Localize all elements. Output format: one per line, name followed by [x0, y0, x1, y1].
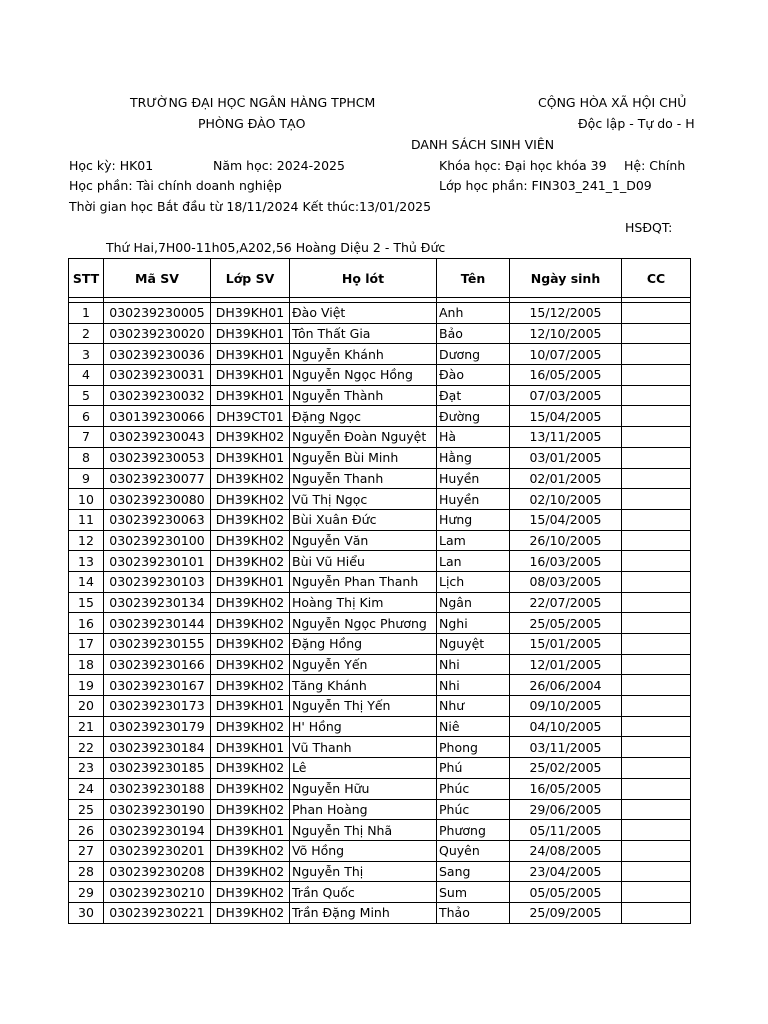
cell-cc: [622, 778, 691, 799]
column-header-class: Lớp SV: [211, 259, 290, 298]
cell-birthdate: 15/12/2005: [510, 303, 622, 324]
cell-first-name: Huyền: [437, 468, 510, 489]
cell-cc: [622, 716, 691, 737]
cell-middle-name: Hoàng Thị Kim: [290, 592, 437, 613]
cell-middle-name: Nguyễn Hữu: [290, 778, 437, 799]
column-header-first-name: Tên: [437, 259, 510, 298]
cell-class: DH39KH01: [211, 303, 290, 324]
cell-student-id: 030239230190: [104, 799, 211, 820]
cell-student-id: 030239230043: [104, 427, 211, 448]
cell-student-id: 030239230208: [104, 861, 211, 882]
table-row: [69, 303, 691, 324]
cell-class: DH39KH01: [211, 571, 290, 592]
cell-class: DH39KH01: [211, 344, 290, 365]
cell-cc: [622, 489, 691, 510]
cell-class: DH39KH02: [211, 716, 290, 737]
cell-birthdate: 12/10/2005: [510, 323, 622, 344]
cell-student-id: 030239230020: [104, 323, 211, 344]
table-row: [69, 861, 691, 882]
cell-cc: [622, 551, 691, 572]
cell-stt: 8: [69, 447, 104, 468]
cell-stt: 12: [69, 530, 104, 551]
cell-student-id: 030239230201: [104, 840, 211, 861]
cell-middle-name: Nguyễn Thị Yến: [290, 696, 437, 717]
column-header-birthdate: Ngày sinh: [510, 259, 622, 298]
subject-label: Học phần: Tài chính doanh nghiệp: [69, 178, 282, 193]
cell-class: DH39KH02: [211, 840, 290, 861]
study-period-label: Thời gian học Bắt đầu từ 18/11/2024 Kết thúc:13/01/2025: [69, 199, 432, 214]
cell-class: DH39KH02: [211, 592, 290, 613]
table-row: [69, 571, 691, 592]
cell-middle-name: Nguyễn Văn: [290, 530, 437, 551]
cell-birthdate: 16/05/2005: [510, 778, 622, 799]
cell-middle-name: Tôn Thất Gia: [290, 323, 437, 344]
cell-class: DH39KH02: [211, 902, 290, 923]
cell-class: DH39KH01: [211, 737, 290, 758]
cell-birthdate: 22/07/2005: [510, 592, 622, 613]
cell-student-id: 030239230103: [104, 571, 211, 592]
cell-birthdate: 24/08/2005: [510, 840, 622, 861]
cell-first-name: Phúc: [437, 799, 510, 820]
cell-stt: 3: [69, 344, 104, 365]
cell-middle-name: Đào Việt: [290, 303, 437, 324]
cell-middle-name: Bùi Xuân Đức: [290, 509, 437, 530]
cell-first-name: Hà: [437, 427, 510, 448]
cell-class: DH39KH01: [211, 365, 290, 386]
cell-first-name: Lịch: [437, 571, 510, 592]
column-header-student-id: Mã SV: [104, 259, 211, 298]
cell-stt: 23: [69, 758, 104, 779]
table-row: [69, 820, 691, 841]
cell-class: DH39KH02: [211, 882, 290, 903]
cell-class: DH39KH02: [211, 468, 290, 489]
column-header-middle-name: Họ lót: [290, 259, 437, 298]
cell-birthdate: 04/10/2005: [510, 716, 622, 737]
cell-middle-name: H' Hồng: [290, 716, 437, 737]
cell-middle-name: Trần Đặng Minh: [290, 902, 437, 923]
cell-stt: 21: [69, 716, 104, 737]
table-row: [69, 696, 691, 717]
cell-stt: 1: [69, 303, 104, 324]
cell-middle-name: Vũ Thị Ngọc: [290, 489, 437, 510]
table-row: [69, 509, 691, 530]
cell-middle-name: Nguyễn Đoàn Nguyệt: [290, 427, 437, 448]
cell-cc: [622, 840, 691, 861]
cell-class: DH39KH02: [211, 861, 290, 882]
cell-stt: 14: [69, 571, 104, 592]
cell-middle-name: Nguyễn Thanh: [290, 468, 437, 489]
cell-first-name: Nhi: [437, 654, 510, 675]
cell-middle-name: Bùi Vũ Hiểu: [290, 551, 437, 572]
school-year-label: Năm học: 2024-2025: [213, 158, 345, 173]
cell-stt: 26: [69, 820, 104, 841]
cell-first-name: Phong: [437, 737, 510, 758]
cell-stt: 19: [69, 675, 104, 696]
table-row: [69, 716, 691, 737]
cell-first-name: Nguyệt: [437, 634, 510, 655]
cell-student-id: 030239230031: [104, 365, 211, 386]
cell-stt: 5: [69, 385, 104, 406]
cell-birthdate: 15/04/2005: [510, 509, 622, 530]
cell-first-name: Sang: [437, 861, 510, 882]
document-title: DANH SÁCH SINH VIÊN: [411, 137, 555, 152]
cell-middle-name: Võ Hồng: [290, 840, 437, 861]
table-row: [69, 427, 691, 448]
cell-cc: [622, 882, 691, 903]
cell-cc: [622, 861, 691, 882]
table-row: [69, 323, 691, 344]
table-row: [69, 840, 691, 861]
cell-middle-name: Trần Quốc: [290, 882, 437, 903]
cell-birthdate: 25/02/2005: [510, 758, 622, 779]
cell-student-id: 030239230167: [104, 675, 211, 696]
table-row: [69, 799, 691, 820]
cell-student-id: 030239230210: [104, 882, 211, 903]
cell-middle-name: Nguyễn Bùi Minh: [290, 447, 437, 468]
cell-cc: [622, 530, 691, 551]
table-row: [69, 551, 691, 572]
cell-cc: [622, 820, 691, 841]
cell-student-id: 030139230066: [104, 406, 211, 427]
cell-birthdate: 15/04/2005: [510, 406, 622, 427]
cell-stt: 6: [69, 406, 104, 427]
cell-student-id: 030239230101: [104, 551, 211, 572]
cell-student-id: 030239230179: [104, 716, 211, 737]
table-header-row: [69, 259, 691, 298]
cell-student-id: 030239230188: [104, 778, 211, 799]
cell-class: DH39KH01: [211, 696, 290, 717]
cell-middle-name: Nguyễn Ngọc Hồng: [290, 365, 437, 386]
cell-student-id: 030239230053: [104, 447, 211, 468]
cell-stt: 10: [69, 489, 104, 510]
cell-birthdate: 05/11/2005: [510, 820, 622, 841]
cell-birthdate: 15/01/2005: [510, 634, 622, 655]
cell-cc: [622, 799, 691, 820]
cell-middle-name: Nguyễn Thị Nhã: [290, 820, 437, 841]
cell-middle-name: Đặng Hồng: [290, 634, 437, 655]
cell-cc: [622, 758, 691, 779]
cell-first-name: Thảo: [437, 902, 510, 923]
cell-first-name: Anh: [437, 303, 510, 324]
cell-first-name: Hằng: [437, 447, 510, 468]
cell-student-id: 030239230173: [104, 696, 211, 717]
table-row: [69, 778, 691, 799]
department-name: PHÒNG ĐÀO TẠO: [198, 116, 306, 131]
cell-stt: 11: [69, 509, 104, 530]
cell-cc: [622, 427, 691, 448]
cell-cc: [622, 592, 691, 613]
table-row: [69, 344, 691, 365]
cell-first-name: Ngân: [437, 592, 510, 613]
cell-birthdate: 26/06/2004: [510, 675, 622, 696]
cell-stt: 18: [69, 654, 104, 675]
cell-class: DH39CT01: [211, 406, 290, 427]
column-header-stt: STT: [69, 259, 104, 298]
cell-class: DH39KH02: [211, 799, 290, 820]
cell-cc: [622, 344, 691, 365]
cell-student-id: 030239230080: [104, 489, 211, 510]
cell-middle-name: Lê: [290, 758, 437, 779]
table-row: [69, 675, 691, 696]
cell-cc: [622, 696, 691, 717]
cell-birthdate: 13/11/2005: [510, 427, 622, 448]
cell-birthdate: 02/01/2005: [510, 468, 622, 489]
cell-student-id: 030239230184: [104, 737, 211, 758]
cell-class: DH39KH02: [211, 509, 290, 530]
cell-birthdate: 25/05/2005: [510, 613, 622, 634]
table-row: [69, 654, 691, 675]
cell-first-name: Niê: [437, 716, 510, 737]
cell-cc: [622, 303, 691, 324]
cell-class: DH39KH02: [211, 654, 290, 675]
cell-birthdate: 12/01/2005: [510, 654, 622, 675]
schedule-label: Thứ Hai,7H00-11h05,A202,56 Hoàng Diệu 2 - Thủ Đức: [106, 240, 446, 255]
cell-class: DH39KH02: [211, 613, 290, 634]
cell-first-name: Sum: [437, 882, 510, 903]
cell-middle-name: Nguyễn Yến: [290, 654, 437, 675]
table-row: [69, 365, 691, 386]
cell-first-name: Như: [437, 696, 510, 717]
cell-middle-name: Nguyễn Thành: [290, 385, 437, 406]
cell-stt: 9: [69, 468, 104, 489]
cell-middle-name: Nguyễn Thị: [290, 861, 437, 882]
cell-first-name: Hưng: [437, 509, 510, 530]
cell-stt: 28: [69, 861, 104, 882]
table-row: [69, 758, 691, 779]
cell-cc: [622, 323, 691, 344]
table-row: [69, 613, 691, 634]
cell-first-name: Đào: [437, 365, 510, 386]
cell-stt: 7: [69, 427, 104, 448]
cell-stt: 30: [69, 902, 104, 923]
cell-cc: [622, 613, 691, 634]
cell-class: DH39KH01: [211, 447, 290, 468]
cell-stt: 20: [69, 696, 104, 717]
cell-middle-name: Nguyễn Phan Thanh: [290, 571, 437, 592]
cell-cc: [622, 634, 691, 655]
cell-class: DH39KH01: [211, 385, 290, 406]
national-motto: Độc lập - Tự do - H: [578, 116, 695, 131]
cell-student-id: 030239230134: [104, 592, 211, 613]
cell-student-id: 030239230036: [104, 344, 211, 365]
cell-cc: [622, 447, 691, 468]
cell-cc: [622, 365, 691, 386]
cell-first-name: Huyền: [437, 489, 510, 510]
cell-first-name: Đường: [437, 406, 510, 427]
cell-stt: 13: [69, 551, 104, 572]
cell-cc: [622, 385, 691, 406]
table-row: [69, 385, 691, 406]
cell-class: DH39KH02: [211, 778, 290, 799]
student-roster-table: [68, 258, 691, 924]
cell-birthdate: 23/04/2005: [510, 861, 622, 882]
cell-first-name: Phương: [437, 820, 510, 841]
cell-student-id: 030239230155: [104, 634, 211, 655]
cell-first-name: Lan: [437, 551, 510, 572]
cell-cc: [622, 468, 691, 489]
hsdqt-label: HSĐQT:: [625, 220, 673, 235]
cell-cc: [622, 571, 691, 592]
cell-middle-name: Nguyễn Khánh: [290, 344, 437, 365]
table-row: [69, 468, 691, 489]
column-header-cc: CC: [622, 259, 691, 298]
cell-cc: [622, 654, 691, 675]
cell-student-id: 030239230005: [104, 303, 211, 324]
cell-class: DH39KH02: [211, 489, 290, 510]
cell-first-name: Nghi: [437, 613, 510, 634]
cell-class: DH39KH02: [211, 427, 290, 448]
table-row: [69, 737, 691, 758]
cell-stt: 29: [69, 882, 104, 903]
national-title: CỘNG HÒA XÃ HỘI CHỦ: [538, 95, 687, 110]
table-body: [69, 298, 691, 924]
cell-student-id: 030239230221: [104, 902, 211, 923]
cell-birthdate: 03/01/2005: [510, 447, 622, 468]
cell-middle-name: Phan Hoàng: [290, 799, 437, 820]
cell-birthdate: 25/09/2005: [510, 902, 622, 923]
cell-birthdate: 16/05/2005: [510, 365, 622, 386]
cell-first-name: Bảo: [437, 323, 510, 344]
cell-student-id: 030239230185: [104, 758, 211, 779]
cell-birthdate: 26/10/2005: [510, 530, 622, 551]
table-row: [69, 634, 691, 655]
cell-stt: 25: [69, 799, 104, 820]
cell-class: DH39KH02: [211, 530, 290, 551]
cell-class: DH39KH02: [211, 634, 290, 655]
cell-student-id: 030239230063: [104, 509, 211, 530]
cell-middle-name: Tăng Khánh: [290, 675, 437, 696]
cell-student-id: 030239230144: [104, 613, 211, 634]
cell-first-name: Đạt: [437, 385, 510, 406]
cell-stt: 17: [69, 634, 104, 655]
cell-cc: [622, 737, 691, 758]
semester-label: Học kỳ: HK01: [69, 158, 154, 173]
cell-stt: 27: [69, 840, 104, 861]
cell-birthdate: 10/07/2005: [510, 344, 622, 365]
cell-middle-name: Đặng Ngọc: [290, 406, 437, 427]
cell-student-id: 030239230032: [104, 385, 211, 406]
cell-first-name: Nhi: [437, 675, 510, 696]
school-name: TRƯỜNG ĐẠI HỌC NGÂN HÀNG TPHCM: [130, 95, 376, 110]
cell-cc: [622, 406, 691, 427]
table-row: [69, 489, 691, 510]
cell-first-name: Lam: [437, 530, 510, 551]
cell-birthdate: 16/03/2005: [510, 551, 622, 572]
cell-student-id: 030239230166: [104, 654, 211, 675]
cell-birthdate: 05/05/2005: [510, 882, 622, 903]
education-system-label: Hệ: Chính: [624, 158, 686, 173]
cell-stt: 22: [69, 737, 104, 758]
cell-first-name: Dương: [437, 344, 510, 365]
table-row: [69, 406, 691, 427]
cell-cc: [622, 675, 691, 696]
cell-birthdate: 08/03/2005: [510, 571, 622, 592]
table-row: [69, 592, 691, 613]
cell-cc: [622, 509, 691, 530]
table-row: [69, 447, 691, 468]
table-row: [69, 882, 691, 903]
cell-first-name: Quyên: [437, 840, 510, 861]
cell-cc: [622, 902, 691, 923]
cell-first-name: Phú: [437, 758, 510, 779]
cell-student-id: 030239230194: [104, 820, 211, 841]
cell-class: DH39KH01: [211, 820, 290, 841]
cell-stt: 4: [69, 365, 104, 386]
cell-middle-name: Nguyễn Ngọc Phương: [290, 613, 437, 634]
cell-birthdate: 09/10/2005: [510, 696, 622, 717]
cell-birthdate: 03/11/2005: [510, 737, 622, 758]
table-row: [69, 902, 691, 923]
cell-class: DH39KH02: [211, 758, 290, 779]
cell-birthdate: 07/03/2005: [510, 385, 622, 406]
cell-student-id: 030239230100: [104, 530, 211, 551]
cell-class: DH39KH02: [211, 551, 290, 572]
cell-student-id: 030239230077: [104, 468, 211, 489]
table-row: [69, 530, 691, 551]
cell-stt: 16: [69, 613, 104, 634]
class-section-label: Lớp học phần: FIN303_241_1_D09: [439, 178, 652, 193]
cell-birthdate: 02/10/2005: [510, 489, 622, 510]
course-level-label: Khóa học: Đại học khóa 39: [439, 158, 607, 173]
cell-first-name: Phúc: [437, 778, 510, 799]
cell-stt: 24: [69, 778, 104, 799]
cell-class: DH39KH01: [211, 323, 290, 344]
cell-birthdate: 29/06/2005: [510, 799, 622, 820]
cell-class: DH39KH02: [211, 675, 290, 696]
cell-middle-name: Vũ Thanh: [290, 737, 437, 758]
cell-stt: 15: [69, 592, 104, 613]
cell-stt: 2: [69, 323, 104, 344]
